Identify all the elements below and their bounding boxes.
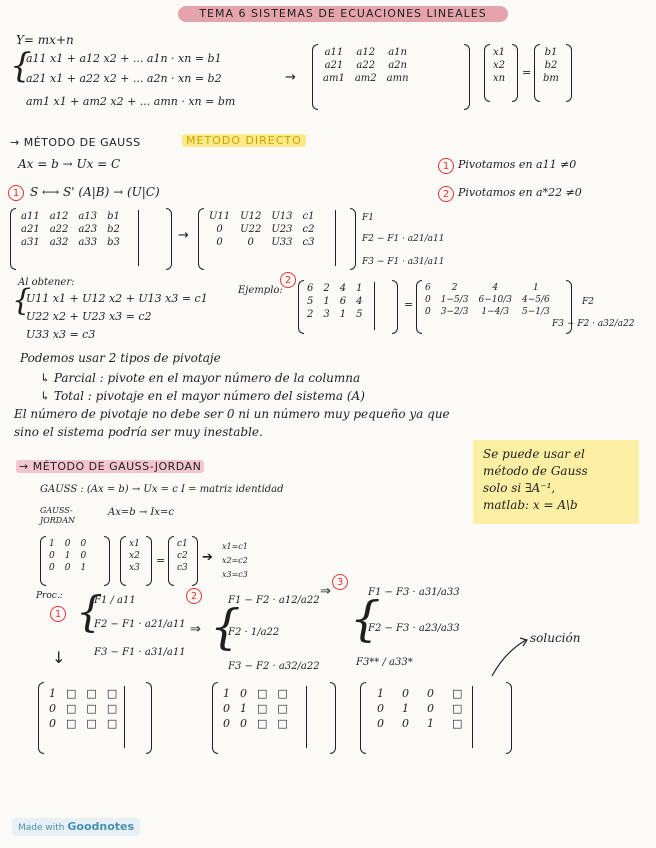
example-op-2: F3 − F2 · a32/a22 [552, 319, 635, 329]
gj-step3-op2: F2 − F3 · a23/a33 [368, 623, 460, 634]
step-2-badge: 2 [438, 186, 454, 202]
bracket-right [146, 682, 152, 754]
pivot-warning-2: sino el sistema podría ser muy inestable. [14, 425, 263, 439]
gj-step1-op2: F2 − F1 · a21/a11 [94, 619, 186, 630]
arrow-icon: ➔ [202, 550, 213, 565]
gauss-augmented: S ⟷ S' (A|B) → (U|C) [30, 185, 160, 199]
sol-1: x1=c1 [222, 542, 248, 551]
goodnotes-logo: Made with Goodnotes [12, 818, 140, 836]
gj-step3-op3: F3** / a33* [356, 657, 413, 668]
obtain-eq-2: U22 x2 + U23 x3 = c2 [26, 310, 152, 323]
linear-equation: Y= mx+n [16, 33, 74, 47]
example-label: Ejemplo: [238, 285, 283, 296]
procedure-label: Proc.: [36, 591, 63, 601]
note-line-3: solo si ∃A⁻¹, [483, 481, 556, 495]
system-brace: { [10, 46, 32, 86]
example-op-1: F2 [582, 297, 594, 307]
step3-brace: { [350, 591, 381, 647]
step-2-badge: 2 [280, 272, 296, 288]
example-matrix-b: 6 2 4 1 0 1−5/3 6−10/3 4−5/6 0 3−2/3 1−4/3 5−1/3 [425, 283, 550, 317]
example-matrix-a: 6 2 4 1 5 1 6 4 2 3 1 5 [307, 283, 363, 320]
result-matrix-1: 1 □ □ □ 0 □ □ □ 0 □ □ □ [49, 687, 118, 730]
obtain-eq-1: U11 x1 + U12 x2 + U13 x3 = c1 [26, 292, 208, 305]
sol-2: x2=c2 [222, 556, 248, 565]
gauss-formula: Ax = b → Ux = C [18, 157, 121, 171]
implies-arrow-icon: ⇒ [320, 584, 331, 599]
gj-step3-op1: F1 − F3 · a31/a33 [368, 587, 460, 598]
bracket-right [506, 682, 512, 754]
gj-step-2-badge: 2 [186, 588, 202, 604]
pivot-partial: ↳ Parcial : pivote en el mayor número de la columna [40, 371, 361, 385]
identity-matrix: 1 0 0 0 1 0 0 0 1 [49, 539, 87, 573]
obtain-brace: { [12, 283, 32, 318]
step-1-badge: 1 [8, 185, 24, 201]
gj-step1-op3: F3 − F1 · a31/a11 [94, 647, 186, 658]
gauss-row: GAUSS : (Ax = b) → Ux = c I = matriz identidad [40, 484, 284, 495]
gauss-step-2: Pivotamos en a*22 ≠0 [458, 186, 582, 199]
obtain-eq-3: U33 x3 = c3 [26, 328, 96, 341]
step-1-badge: 1 [438, 158, 454, 174]
row-op-3: F3 − F1 · a31/a11 [362, 257, 445, 267]
solution-label: solución [530, 631, 581, 645]
gj-c-vector: c1 c2 c3 [177, 539, 188, 573]
page-title: TEMA 6 SISTEMAS DE ECUACIONES LINEALES [178, 6, 508, 22]
gj-step2-op2: F2 · 1/a22 [228, 627, 280, 638]
result-matrix-2: 1 0 □ □ 0 1 □ □ 0 0 □ □ [223, 687, 288, 730]
x-vector: x1 x2 xn [493, 47, 506, 84]
gj-step2-op3: F3 − F2 · a32/a22 [228, 661, 320, 672]
system-eq-3: am1 x1 + am2 x2 + ... amn · xn = bm [26, 95, 236, 108]
bracket-right [330, 682, 336, 754]
step2-brace: { [210, 599, 241, 655]
equals-sign: = [522, 66, 532, 79]
gauss-jordan-label: GAUSS-JORDAN [40, 506, 75, 525]
sol-3: x3=c3 [222, 570, 248, 579]
gauss-jordan-heading: → MÉTODO DE GAUSS-JORDAN [16, 460, 204, 473]
bracket-left [360, 682, 366, 754]
system-eq-1: a11 x1 + a12 x2 + ... a1n · xn = b1 [26, 52, 222, 65]
result-matrix-3: 1 0 0 □ 0 1 0 □ 0 0 1 □ [377, 687, 463, 730]
step1-brace: { [76, 587, 103, 636]
matrix-a: a11 a12 a13 b1 a21 a22 a23 b2 a31 a32 a33 b3 [21, 211, 120, 248]
gauss-heading: → MÉTODO DE GAUSS [10, 136, 141, 149]
gauss-jordan-row: Ax=b → Ix=c [108, 507, 174, 518]
equals-sign: = [404, 298, 414, 311]
obtain-label: Al obtener: [18, 277, 75, 288]
note-line-2: método de Gauss [483, 464, 588, 478]
pivot-types: Podemos usar 2 tipos de pivotaje [20, 351, 221, 365]
coefficient-matrix: a11 a12 a1n a21 a22 a2n am1 am2 amn [323, 47, 409, 84]
arrow-icon: → [178, 228, 189, 243]
b-vector: b1 b2 bm [543, 47, 559, 84]
gj-step-1-badge: 1 [50, 606, 66, 622]
implies-arrow-icon: ⇒ [190, 622, 201, 637]
pivot-warning-1: El número de pivotaje no debe ser 0 ni un número muy pequeño ya que [14, 407, 450, 421]
row-op-1: F1 [362, 213, 374, 223]
down-arrow-icon: ↓ [52, 648, 66, 667]
gj-step1-op1: F1 / a11 [94, 595, 136, 606]
gj-x-vector: x1 x2 x3 [129, 539, 140, 573]
gauss-step-1: Pivotamos en a11 ≠0 [458, 158, 577, 171]
gj-step-3-badge: 3 [332, 574, 348, 590]
gj-step2-op1: F1 − F2 · a12/a22 [228, 595, 320, 606]
system-eq-2: a21 x1 + a22 x2 + ... a2n · xn = b2 [26, 72, 222, 85]
augment-bar [124, 686, 125, 748]
row-op-2: F2 − F1 · a21/a11 [362, 234, 445, 244]
augment-bar [306, 686, 307, 748]
note-line-4: matlab: x = A\b [483, 498, 578, 512]
augment-bar [472, 686, 473, 748]
arrow-icon: → [285, 70, 296, 85]
direct-method-tag: METODO DIRECTO [182, 134, 306, 147]
equals-sign: = [156, 554, 166, 567]
matrix-u: U11 U12 U13 c1 0 U22 U23 c2 0 0 U33 c3 [209, 211, 315, 248]
pivot-total: ↳ Total : pivotaje en el mayor número del sistema (A) [40, 389, 365, 403]
note-line-1: Se puede usar el [483, 447, 585, 461]
